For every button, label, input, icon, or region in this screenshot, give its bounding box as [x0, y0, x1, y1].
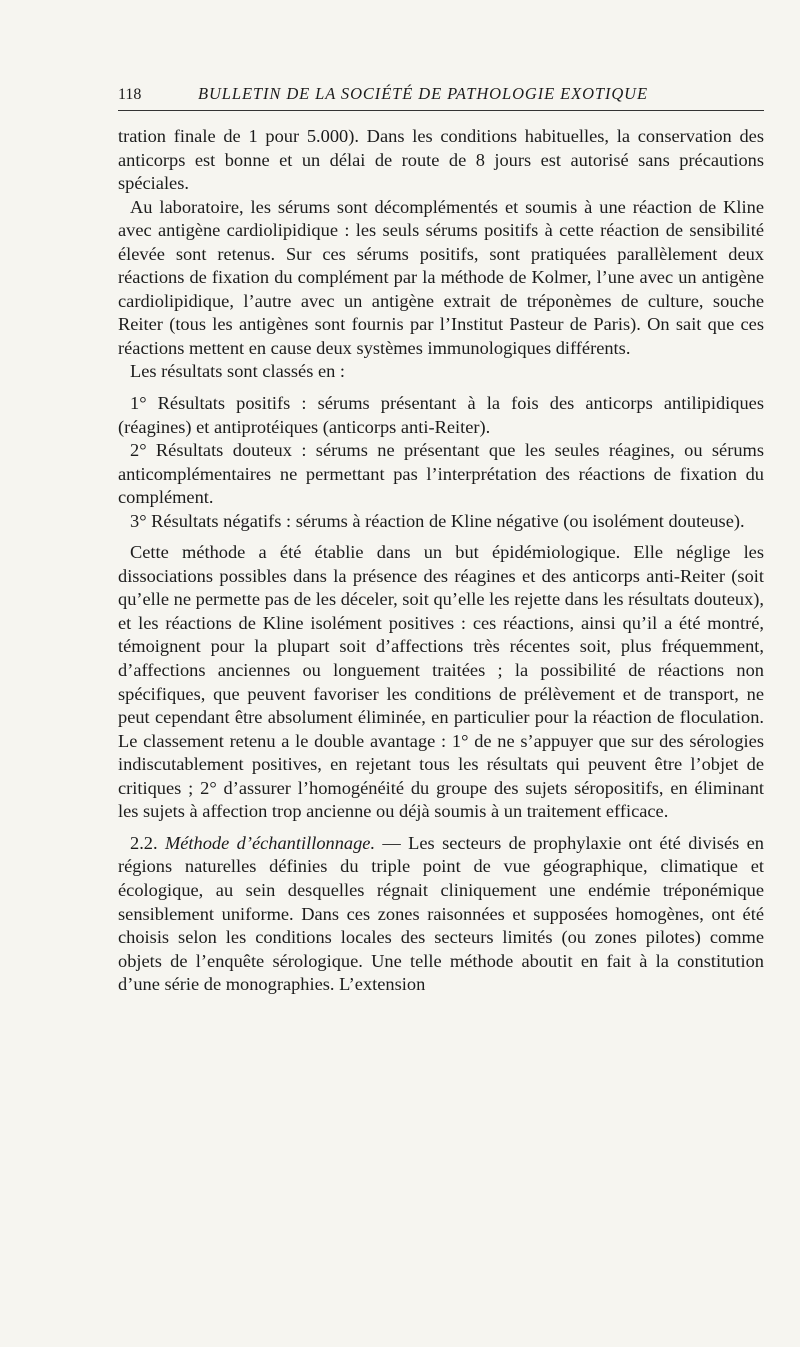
result-negative: 3° Résultats négatifs : sérums à réaction de Kline négative (ou isolément douteuse). — [130, 510, 745, 531]
paragraph-1: tration finale de 1 pour 5.000). Dans les conditions habituelles, la conservation des anticorps est bonne et un délai de route de 8 jours est autorisé sans précautions spéciales. — [118, 126, 764, 194]
paragraph-7: Cette méthode a été établie dans un but épidémiologique. Elle néglige les dissociations possibles dans la présence des réagines et des anticorps anti-Reiter (soit qu’elle ne permette pas de les déceler, soit qu’elle les rejette dans les résultats douteux), et les réactions de Kline isolément positives : ces réactions, ainsi qu’il a été montré, témoignent pour la plupart soit d’affections très récentes soit, plus fréquemment, d’affections anciennes ou longuement traitées ; la possibilité de réactions non spécifiques, que peuvent favoriser les conditions de prélèvement et de transport, ne peut cependant être absolument éliminée, en particulier pour la réaction de floculation. Le classement retenu a le double avantage : 1° de ne s’appuyer que sur des sérologies indiscutablement positives, en rejetant tous les résultats qui peuvent être l’objet de critiques ; 2° d’assurer l’homogénéité du groupe des sujets séropositifs, en éliminant les sujets à affection trop ancienne ou déjà soumis à un traitement efficace. — [118, 542, 764, 822]
running-header — [118, 84, 764, 111]
paragraph-2: Au laboratoire, les sérums sont décomplémentés et soumis à une réaction de Kline avec antigène cardiolipidique : les seuls sérums positifs à cette réaction de sensibilité élevée sont retenus. Sur ces sérums positifs, sont pratiquées parallèlement deux réactions de fixation du complément par la méthode de Kolmer, l’une avec un antigène cardiolipidique, l’autre avec un antigène extrait de tréponèmes de culture, souche Reiter (tous les antigènes sont fournis par l’Institut Pasteur de Paris). On sait que ces réactions mettent en cause deux systèmes immunologiques différents. — [118, 196, 764, 358]
section-text: — Les secteurs de prophylaxie ont été divisés en régions naturelles définies du triple point de vue géographique, climatique et écologique, au sein desquelles régnait cliniquement une endémie tréponémique sensiblement uniforme. Dans ces zones raisonnées et supposées homogènes, ont été choisis selon les conditions locales des secteurs limités (ou zones pilotes) comme objets de l’enquête sérologique. Une telle méthode aboutit en fait à la constitution d’une série de monographies. L’extension — [118, 832, 764, 995]
section-heading: Méthode d’échantillonnage. — [164, 832, 376, 853]
journal-title: BULLETIN DE LA SOCIÉTÉ DE PATHOLOGIE EXOTIQUE — [198, 84, 648, 103]
section-2-2 — [118, 832, 764, 997]
result-doubtful: 2° Résultats douteux : sérums ne présentant que les seules réagines, ou sérums anticomplémentaires ne permettant pas l’interprétation des réactions de fixation du complément. — [118, 440, 764, 508]
page-number: 118 — [118, 86, 142, 103]
paragraph-3: Les résultats sont classés en : — [130, 361, 346, 382]
section-number: 2.2. — [130, 832, 158, 853]
page — [118, 84, 764, 997]
body-text — [118, 125, 764, 997]
result-positive: 1° Résultats positifs : sérums présentant à la fois des anticorps antilipidiques (réagines) et antiprotéiques (anticorps anti-Reiter). — [118, 393, 764, 437]
